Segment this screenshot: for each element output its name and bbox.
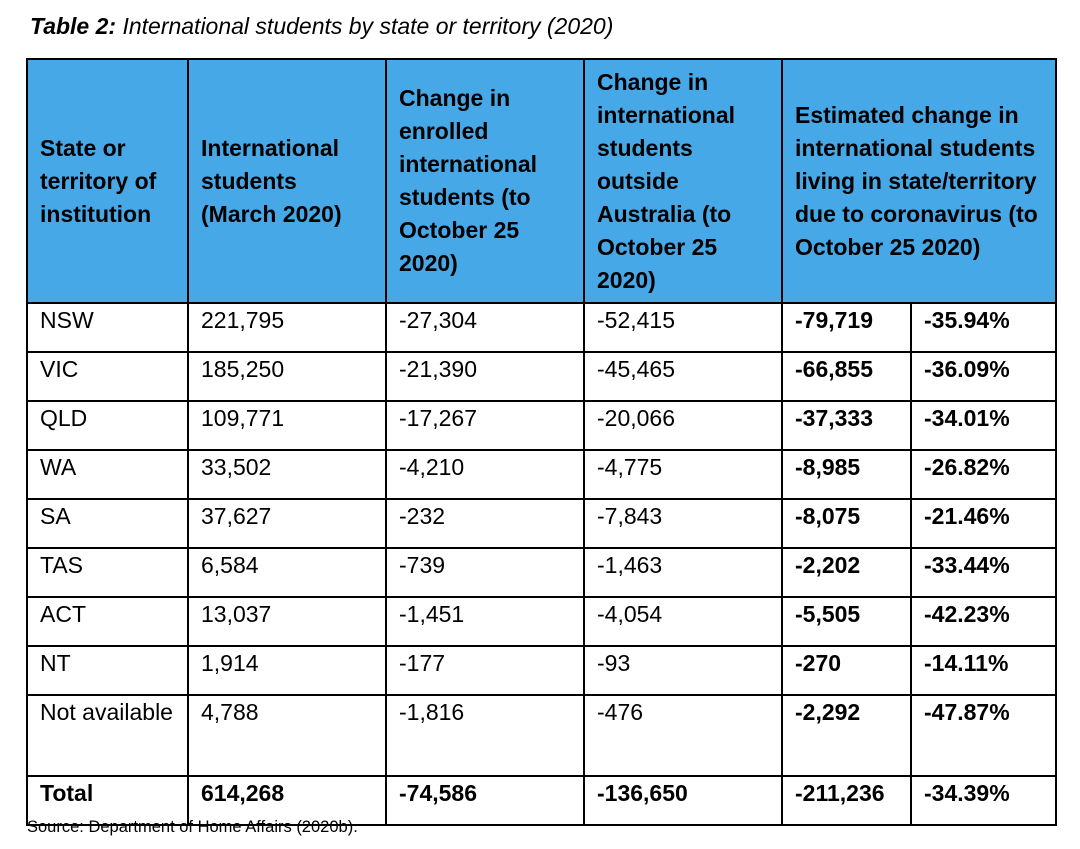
cell-state: WA (27, 450, 188, 499)
cell-estimated-percent: -36.09% (911, 352, 1056, 401)
table-caption-label: Table 2: (30, 13, 117, 39)
table-row (27, 352, 1056, 401)
cell-change-outside: -7,843 (584, 499, 782, 548)
cell-change-outside: -1,463 (584, 548, 782, 597)
students-table (26, 58, 1057, 826)
cell-change-enrolled: -739 (386, 548, 584, 597)
cell-students: 33,502 (188, 450, 386, 499)
header-state: State or territory of institution (27, 59, 188, 303)
cell-change-enrolled: -1,816 (386, 695, 584, 776)
cell-change-enrolled: -21,390 (386, 352, 584, 401)
cell-estimated-percent: -34.01% (911, 401, 1056, 450)
table-row (27, 548, 1056, 597)
header-row (27, 59, 1056, 303)
cell-students: 4,788 (188, 695, 386, 776)
cell-students: 185,250 (188, 352, 386, 401)
cell-state: NSW (27, 303, 188, 352)
cell-change-enrolled: -27,304 (386, 303, 584, 352)
cell-change-enrolled: -4,210 (386, 450, 584, 499)
cell-state: Not available (27, 695, 188, 776)
total-estimated-change: -211,236 (782, 776, 911, 825)
total-estimated-percent: -34.39% (911, 776, 1056, 825)
cell-students: 6,584 (188, 548, 386, 597)
table-caption (30, 10, 613, 42)
cell-estimated-percent: -14.11% (911, 646, 1056, 695)
cell-estimated-percent: -33.44% (911, 548, 1056, 597)
table-row (27, 695, 1056, 776)
total-change-enrolled: -74,586 (386, 776, 584, 825)
cell-estimated-change: -5,505 (782, 597, 911, 646)
cell-change-outside: -4,775 (584, 450, 782, 499)
cell-estimated-change: -66,855 (782, 352, 911, 401)
cell-state: VIC (27, 352, 188, 401)
cell-state: ACT (27, 597, 188, 646)
cell-estimated-change: -8,075 (782, 499, 911, 548)
cell-state: QLD (27, 401, 188, 450)
table-caption-text: International students by state or territory (2020) (116, 13, 614, 39)
cell-change-outside: -4,054 (584, 597, 782, 646)
cell-state: NT (27, 646, 188, 695)
cell-change-enrolled: -17,267 (386, 401, 584, 450)
cell-estimated-change: -79,719 (782, 303, 911, 352)
cell-estimated-percent: -42.23% (911, 597, 1056, 646)
table-row (27, 450, 1056, 499)
source-note: Source: Department of Home Affairs (2020b). (27, 818, 358, 836)
cell-change-outside: -45,465 (584, 352, 782, 401)
cell-estimated-percent: -35.94% (911, 303, 1056, 352)
header-estimated-change: Estimated change in international students living in state/territory due to coronavirus (to October 25 2020) (782, 59, 1056, 303)
cell-estimated-change: -270 (782, 646, 911, 695)
header-international-students: International students (March 2020) (188, 59, 386, 303)
cell-students: 1,914 (188, 646, 386, 695)
cell-change-enrolled: -232 (386, 499, 584, 548)
cell-estimated-change: -8,985 (782, 450, 911, 499)
table-row (27, 401, 1056, 450)
cell-students: 109,771 (188, 401, 386, 450)
cell-estimated-change: -2,202 (782, 548, 911, 597)
total-label: Total (27, 776, 188, 825)
cell-change-outside: -476 (584, 695, 782, 776)
cell-estimated-percent: -21.46% (911, 499, 1056, 548)
cell-change-enrolled: -177 (386, 646, 584, 695)
total-students: 614,268 (188, 776, 386, 825)
cell-estimated-change: -37,333 (782, 401, 911, 450)
table-row (27, 499, 1056, 548)
header-change-outside: Change in international students outside Australia (to October 25 2020) (584, 59, 782, 303)
cell-students: 13,037 (188, 597, 386, 646)
cell-change-outside: -93 (584, 646, 782, 695)
cell-state: TAS (27, 548, 188, 597)
cell-students: 37,627 (188, 499, 386, 548)
total-change-outside: -136,650 (584, 776, 782, 825)
cell-students: 221,795 (188, 303, 386, 352)
cell-estimated-change: -2,292 (782, 695, 911, 776)
cell-estimated-percent: -47.87% (911, 695, 1056, 776)
header-change-enrolled: Change in enrolled international students (to October 25 2020) (386, 59, 584, 303)
table-row (27, 646, 1056, 695)
cell-change-outside: -52,415 (584, 303, 782, 352)
cell-change-enrolled: -1,451 (386, 597, 584, 646)
table-row (27, 303, 1056, 352)
cell-change-outside: -20,066 (584, 401, 782, 450)
table-row (27, 597, 1056, 646)
cell-state: SA (27, 499, 188, 548)
cell-estimated-percent: -26.82% (911, 450, 1056, 499)
